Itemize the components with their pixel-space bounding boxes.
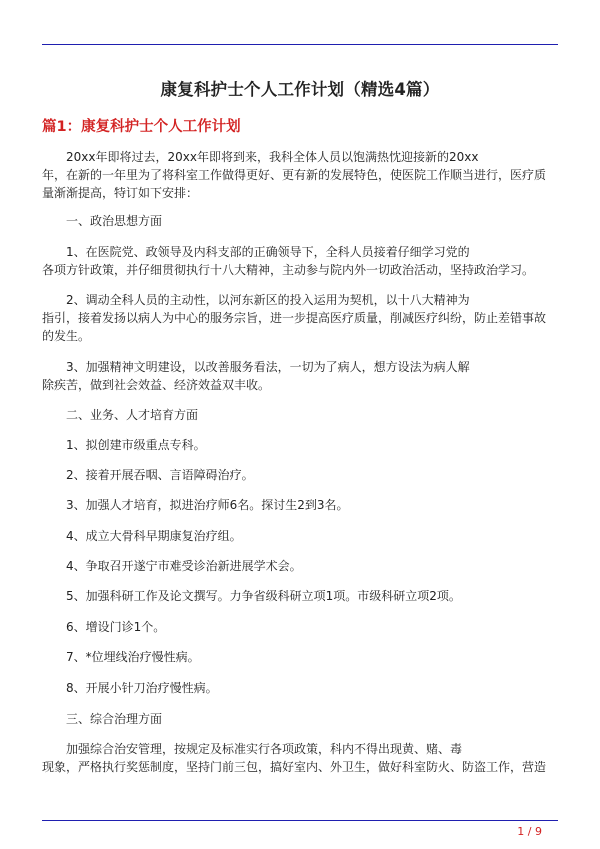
page-title: 康复科护士个人工作计划（精选4篇）: [160, 80, 440, 99]
body-line: 除疾苦，做到社会效益、经济效益双丰收。: [42, 378, 271, 392]
footer-rule: [42, 820, 558, 821]
list-item: 5、加强科研工作及论文撰写。力争省级科研立项1项。市级科研立项2项。: [66, 589, 461, 603]
body-line: 指引，接着发扬以病人为中心的服务宗旨，进一步提高医疗质量，削减医疗纠纷，防止差错事故: [42, 311, 547, 325]
list-item: 4、成立大骨科早期康复治疗组。: [66, 529, 242, 543]
list-item: 3、加强人才培育，拟进治疗师6名。探讨生2到3名。: [66, 498, 349, 512]
heading-business: 二、业务、人才培育方面: [66, 408, 199, 422]
heading-governance: 三、综合治理方面: [66, 712, 163, 726]
body-line: 量渐渐提高，特订如下安排：: [42, 186, 199, 200]
list-item: 8、开展小针刀治疗慢性病。: [66, 681, 218, 695]
body-line: 加强综合治安管理，按规定及标准实行各项政策，科内不得出现黄、赌、毒: [66, 742, 463, 756]
list-item: 7、*位埋线治疗慢性病。: [66, 650, 200, 664]
body-line: 1、在医院党、政领导及内科支部的正确领导下，全科人员接着仔细学习党的: [66, 245, 470, 259]
body-line: 各项方针政策，并仔细贯彻执行十八大精神，主动参与院内外一切政治活动，坚持政治学习。: [42, 263, 535, 277]
body-line: 的发生。: [42, 329, 91, 343]
heading-political: 一、政治思想方面: [66, 214, 163, 228]
list-item: 1、拟创建市级重点专科。: [66, 438, 206, 452]
page-indicator: 1 / 9: [517, 825, 542, 838]
body-line: 3、加强精神文明建设，以改善服务看法，一切为了病人，想方设法为病人解: [66, 360, 470, 374]
body-line: 2、调动全科人员的主动性，以河东新区的投入运用为契机，以十八大精神为: [66, 293, 470, 307]
header-rule: [42, 44, 558, 45]
body-line: 20xx年即将过去，20xx年即将到来，我科全体人员以饱满热忱迎接新的20xx: [66, 150, 479, 164]
body-line: 年，在新的一年里为了将科室工作做得更好、更有新的发展特色，使医院工作顺当进行，医疗质: [42, 168, 547, 182]
list-item: 4、争取召开遂宁市难受诊治新进展学术会。: [66, 559, 302, 573]
body-line: 现象，严格执行奖惩制度，坚持门前三包，搞好室内、外卫生，做好科室防火、防盗工作，营造: [42, 760, 547, 774]
list-item: 2、接着开展吞咽、言语障碍治疗。: [66, 468, 254, 482]
section-title: 篇1：康复科护士个人工作计划: [42, 119, 241, 135]
list-item: 6、增设门诊1个。: [66, 620, 166, 634]
